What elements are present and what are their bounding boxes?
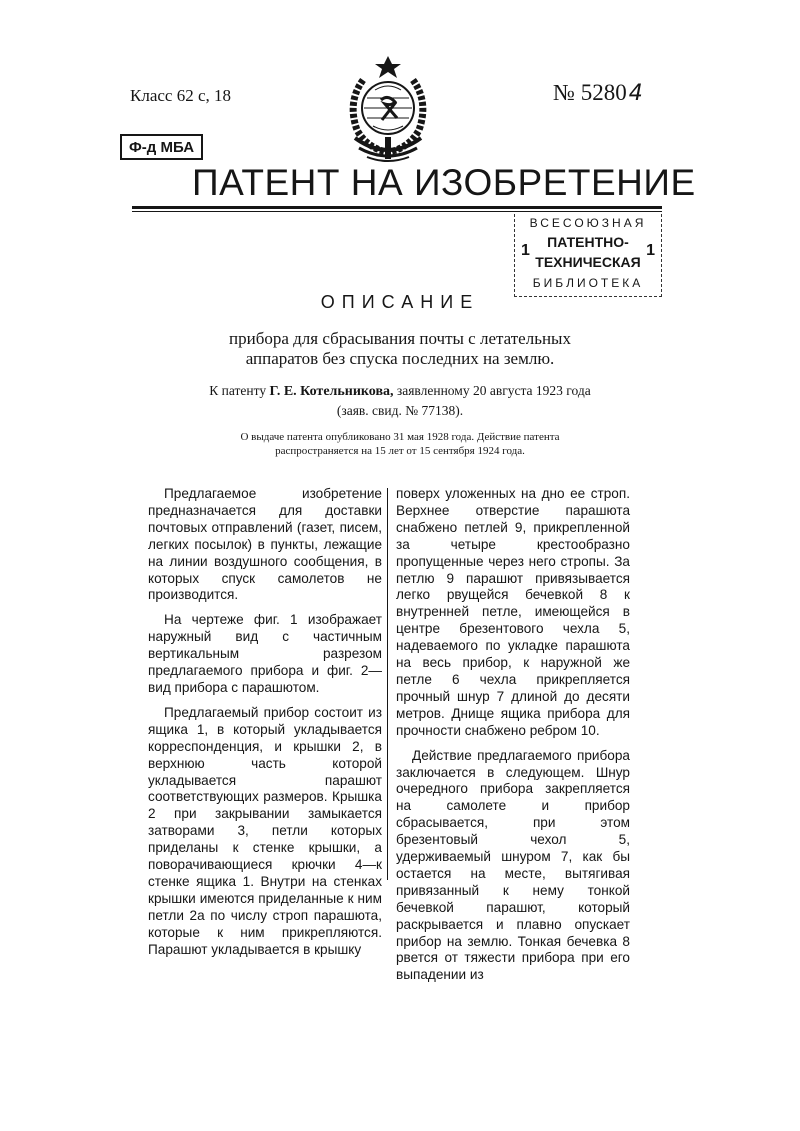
- library-stamp-line: БИБЛИОТЕКА: [532, 276, 644, 290]
- subtitle-line-2: аппаратов без спуска последних на землю.: [245, 349, 555, 368]
- invention-subtitle: [0, 329, 800, 369]
- state-emblem-icon: [333, 52, 443, 167]
- library-stamp: [514, 214, 662, 297]
- paragraph: Действие предлагаемого прибора заключается в следующем. Шнур очередного прибора закрепляется на самолете и прибор сбрасывается, при этом брезентовый чехол 5, удерживаемый шнуром 7, как бы остается на месте, вытягивая привязанный к нему тонкой бечевкой парашют, который раскрывается и плавно опускает прибор на землю. Тонкая бечевка 8 рвется от тяжести прибора при его выпадении из: [396, 747, 630, 983]
- library-stamp-line: ТЕХНИЧЕСКАЯ: [535, 254, 641, 270]
- title-rule-thin: [132, 211, 662, 212]
- subtitle-line-1: прибора для сбрасывания почты с летательных: [229, 329, 571, 348]
- column-divider: [387, 488, 388, 880]
- title-rule-thick: [132, 206, 662, 209]
- right-column: [396, 486, 630, 992]
- left-column: [148, 486, 382, 966]
- section-heading: ОПИСАНИЕ: [320, 292, 480, 312]
- patent-info-suffix: заявленному 20 августа 1923 года: [396, 383, 591, 398]
- patent-number: [553, 80, 643, 106]
- publication-note: [0, 430, 800, 458]
- library-stamp-mark-right: 1: [646, 242, 655, 259]
- paragraph: Предлагаемый прибор состоит из ящика 1, в который укладывается корреспонденция, и крышки 2, в верхнюю часть которой укладывается парашют соответствующих размеров. Крышка 2 при закрывании замыкается затворами 3, петли которых приделаны к стенке крышки, а поворачивающиеся крючки 4—к стенке ящика 1. Внутри на стенках крышки имеются приделанные к ним петли 2а по числу строп парашюта, которые к ним прикрепляются. Парашют укладывается в крышку: [148, 704, 382, 957]
- patent-class: Класс 62 с, 18: [130, 86, 232, 105]
- library-stamp-line: ПАТЕНТНО-: [547, 234, 629, 250]
- publication-line-1: О выдаче патента опубликовано 31 мая 1928 года. Действие патента: [240, 431, 560, 443]
- patent-number-value: № 5280: [553, 80, 627, 105]
- publication-line-2: распространяется на 15 лет от 15 сентября 1924 года.: [275, 445, 525, 457]
- library-stamp-mark-left: 1: [521, 242, 530, 259]
- library-fund-stamp: Ф-д МБА: [120, 134, 203, 160]
- paragraph: поверх уложенных на дно ее строп. Верхнее отверстие парашюта снабжено петлей 9, прикрепленной за четыре крестообразно пропущенные через него стропы. За петлю 9 парашют привязывается легко рвущейся бечевкой 8 к внутренней петле, имеющейся в центре брезентового чехла 5, надеваемого по укладке парашюта на весь прибор, к наружной же петле 6 чехла прикрепляется прочный шнур 7 длиной до десяти метров. Днище ящика прибора для прочности снабжено ребром 10.: [396, 486, 630, 738]
- patent-author: Г. Е. Котельникова,: [269, 384, 394, 399]
- page-title: ПАТЕНТ НА ИЗОБРЕТЕНИЕ: [192, 162, 696, 203]
- patent-info: [0, 381, 800, 420]
- patent-info-line: [0, 381, 800, 401]
- paragraph: Предлагаемое изобретение предназначается для доставки почтовых отправлений (газет, писем, легких посылок) в пункты, лежащие на линии воздушного сообщения, в которых спуск самолетов не производится.: [148, 486, 382, 603]
- paragraph: На чертеже фиг. 1 изображает наружный вид с частичным вертикальным разрезом предлагаемого прибора и фиг. 2—вид прибора с парашютом.: [148, 612, 382, 695]
- library-stamp-line: ВСЕСОЮЗНАЯ: [529, 216, 647, 230]
- patent-info-prefix: К патенту: [209, 383, 267, 398]
- patent-number-handwritten: 4: [628, 81, 643, 106]
- patent-application: (заяв. свид. № 77138).: [336, 403, 464, 418]
